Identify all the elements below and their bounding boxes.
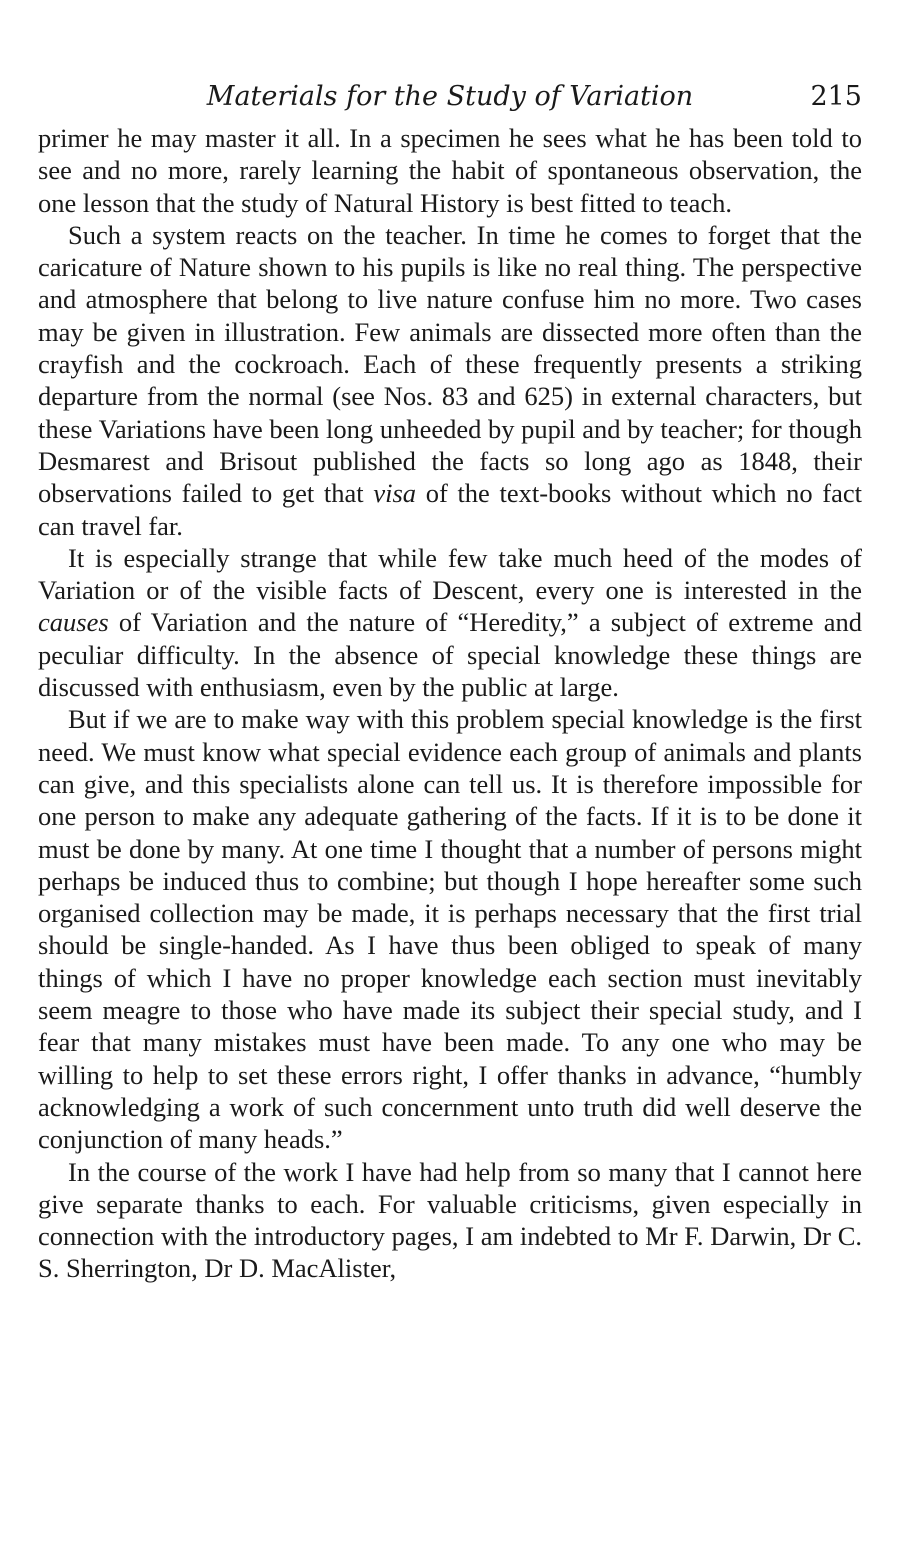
running-title: Materials for the Study of Variation <box>206 81 694 112</box>
paragraph-p4 <box>38 703 862 1155</box>
italic-text: causes <box>38 607 109 638</box>
text-run: of Variation and the nature of “Heredity,” a subject of extreme and peculiar difficulty. In the absence of special knowledge these things are discussed with enthusiasm, even by the public at large. <box>38 607 862 703</box>
text-run: Such a system reacts on the teacher. In time he comes to forget that the caricature of Nature shown to his pupils is like no real thing. The perspective and atmosphere that belong to live nature confuse him no more. Two cases may be given in illustration. Few animals are dissected more often than the crayfish and the cockroach. Each of these frequently presents a striking departure from the normal (see Nos. 83 and 625) in external characters, but these Variations have been long unheeded by pupil and by teacher; for though Desmarest and Brisout published the facts so long ago as 1848, their observations failed to get that <box>38 219 862 509</box>
book-page <box>38 72 862 1285</box>
paragraph-p1 <box>38 122 862 219</box>
text-run: But if we are to make way with this problem special knowledge is the first need. We must know what special evidence each group of animals and plants can give, and this specialists alone can tell us. It is therefore impossible for one person to make any adequate gathering of the facts. If it is to be done it must be done by many. At one time I thought that a number of persons might perhaps be induced thus to combine; but though I hope hereafter some such organised collection may be made, it is perhaps necessary that the first trial should be single-handed. As I have thus been obliged to speak of many things of which I have no proper knowledge each section must inevitably seem meagre to those who have made its subject their special study, and I fear that many mistakes must have been made. To any one who may be willing to help to set these errors right, I offer thanks in advance, “humbly acknowledging a work of such concernment unto truth did well deserve the conjunction of many heads.” <box>38 704 862 1155</box>
text-run: It is especially strange that while few take much heed of the modes of Variation or of the visible facts of Descent, every one is interested in the <box>38 542 862 606</box>
italic-text: visa <box>373 478 417 509</box>
paragraph-p2 <box>38 219 862 542</box>
paragraph-p5 <box>38 1156 862 1285</box>
text-run: In the course of the work I have had help from so many that I cannot here give separate thanks to each. For valuable criticisms, given especially in connection with the introductory pages, I am indebted to Mr F. Darwin, Dr C. S. Sherrington, Dr D. MacAlister, <box>38 1156 862 1284</box>
text-run: of the text-books without which no fact can travel far. <box>38 478 862 541</box>
running-head <box>38 72 862 122</box>
page-number: 215 <box>810 81 862 112</box>
paragraph-p3 <box>38 542 862 703</box>
text-run: primer he may master it all. In a specimen he sees what he has been told to see and no more, rarely learning the habit of spontaneous observation, the one lesson that the study of Natural History is best fitted to teach. <box>38 123 862 218</box>
body-text <box>38 122 862 1285</box>
